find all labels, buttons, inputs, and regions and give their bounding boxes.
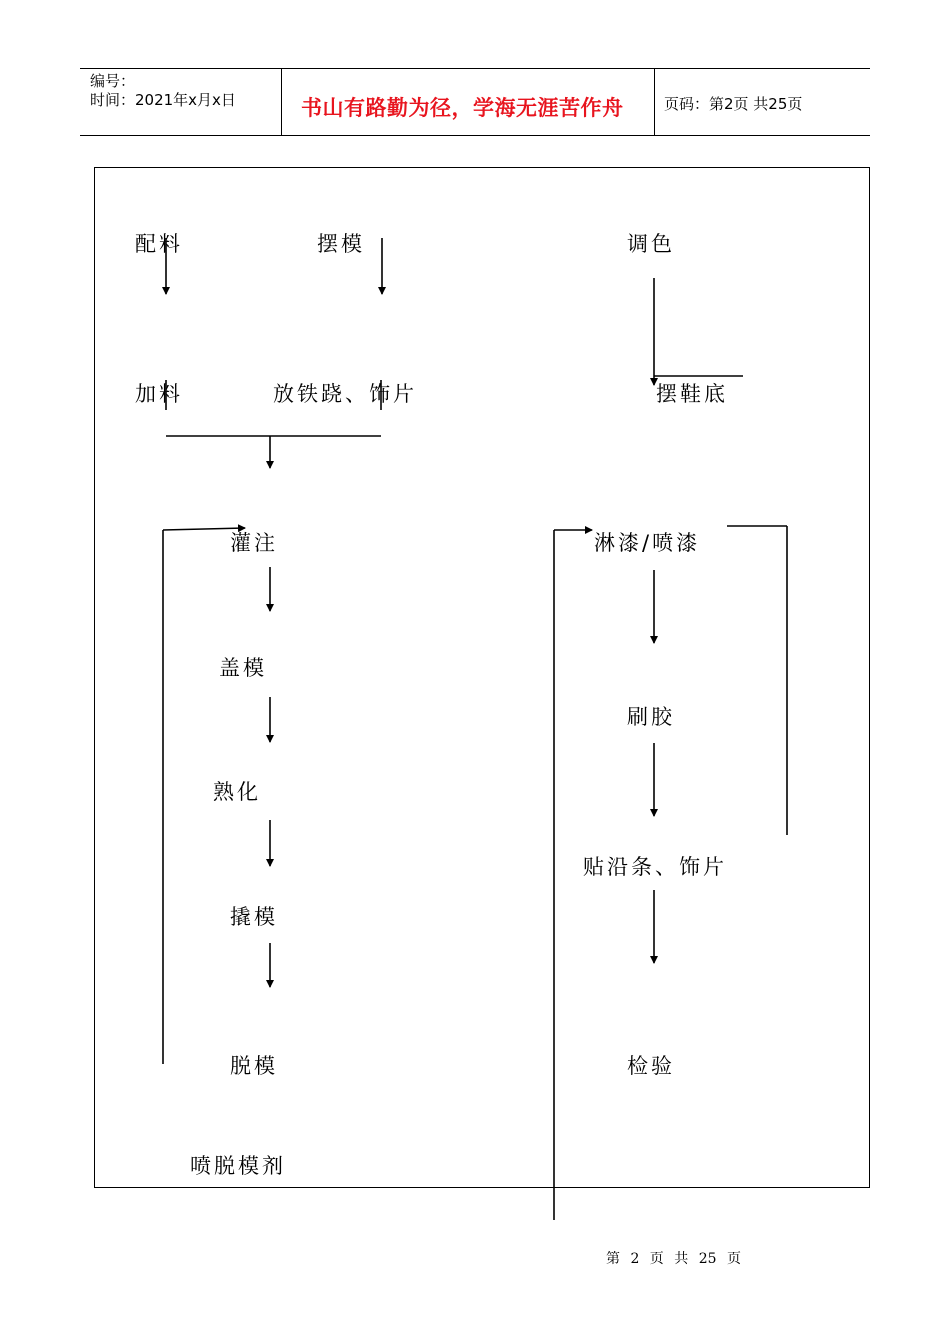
step-pour: 灌注 xyxy=(230,531,278,555)
step-place-sole: 摆鞋底 xyxy=(656,382,728,406)
header-motto: 书山有路勤为径，学海无涯苦作舟 xyxy=(301,96,624,120)
step-cover-mold: 盖模 xyxy=(219,656,267,680)
step-attach-trim: 贴沿条、饰片 xyxy=(583,855,727,879)
step-spray-release-agent: 喷脱模剂 xyxy=(190,1154,286,1178)
step-glue: 刷胶 xyxy=(627,705,675,729)
step-demold: 脱模 xyxy=(230,1054,278,1078)
step-cure: 熟化 xyxy=(213,780,261,804)
step-mix: 配料 xyxy=(135,232,183,256)
step-color: 调色 xyxy=(627,232,675,256)
step-inspect: 检验 xyxy=(627,1054,675,1078)
page-info: 页码：第2页 共25页 xyxy=(664,95,803,113)
step-paint: 淋漆/喷漆 xyxy=(594,531,701,555)
step-add-material: 加料 xyxy=(135,382,183,406)
document-date: 时间：2021年x月x日 xyxy=(90,91,236,109)
step-pry-mold: 撬模 xyxy=(230,905,278,929)
document-number-label: 编号： xyxy=(90,72,136,90)
step-place-iron: 放铁跷、饰片 xyxy=(273,382,417,406)
step-place-mold: 摆模 xyxy=(317,232,365,256)
page-footer: 第 2 页 共 25 页 xyxy=(606,1251,741,1267)
